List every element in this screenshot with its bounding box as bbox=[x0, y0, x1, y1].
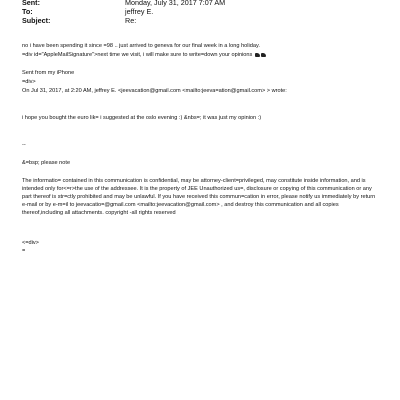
body-line-2-text: =div id="AppleMailSignature">next time we visit, i will make sure to write=down your opinions bbox=[22, 52, 253, 58]
signature-line: Sent from my iPhone bbox=[22, 70, 75, 76]
body-line-1: no i have been spending it since =98 .. just arrived to geneva for our final week in a long holiday. bbox=[22, 43, 260, 49]
body-line-2 bbox=[22, 52, 380, 59]
quoted-message-line: i hope you bought the euro lik= i suggested at the oslo evening :) &nbs=; it was just my opinion :) bbox=[22, 115, 262, 121]
body-line-10: = bbox=[22, 248, 26, 254]
disclaimer-paragraph: The informatio= contained in this communication is confidential, may be attorney-client=privileged, may constitute inside information, and is intended only for<=r>the use of the addressee. It is the property of JEE Unauthorized us=, disclosure or copying of this communication or any part thereof is str=ctly prohibited and may be unlawful. If you have received this commun=cation in error, please notify us immediately by return e-mail or by e-m=il to jeevacatio=@gmail.com <mailto:jeevacation@gmail.com> , and destroy this communication and all copies thereof,including all attachments. copyright -all rights reserved bbox=[22, 178, 376, 216]
separator-line: -- bbox=[22, 142, 26, 148]
hand-icon bbox=[255, 53, 260, 57]
reply-header-line: On Jul 31, 2017, at 2:20 AM, jeffrey E. <jeevacation@gmail.com <mailto:jeeva=ation@gmail.com> > wrote: bbox=[22, 88, 287, 94]
subject-row bbox=[22, 16, 136, 25]
please-note-line: &=bsp; please note bbox=[22, 160, 71, 166]
body-line-9: <=div> bbox=[22, 240, 39, 246]
hand-icon bbox=[261, 53, 266, 57]
subject-value: Re: bbox=[125, 16, 137, 25]
subject-label: Subject: bbox=[22, 16, 51, 25]
to-row bbox=[22, 7, 153, 16]
sent-label: Sent: bbox=[22, 0, 40, 7]
to-value: jeffrey E. bbox=[125, 7, 154, 16]
body-line-4: =div> bbox=[22, 79, 36, 85]
sent-value: Monday, July 31, 2017 7:07 AM bbox=[125, 0, 226, 7]
to-label: To: bbox=[22, 7, 33, 16]
sent-row bbox=[22, 0, 225, 7]
